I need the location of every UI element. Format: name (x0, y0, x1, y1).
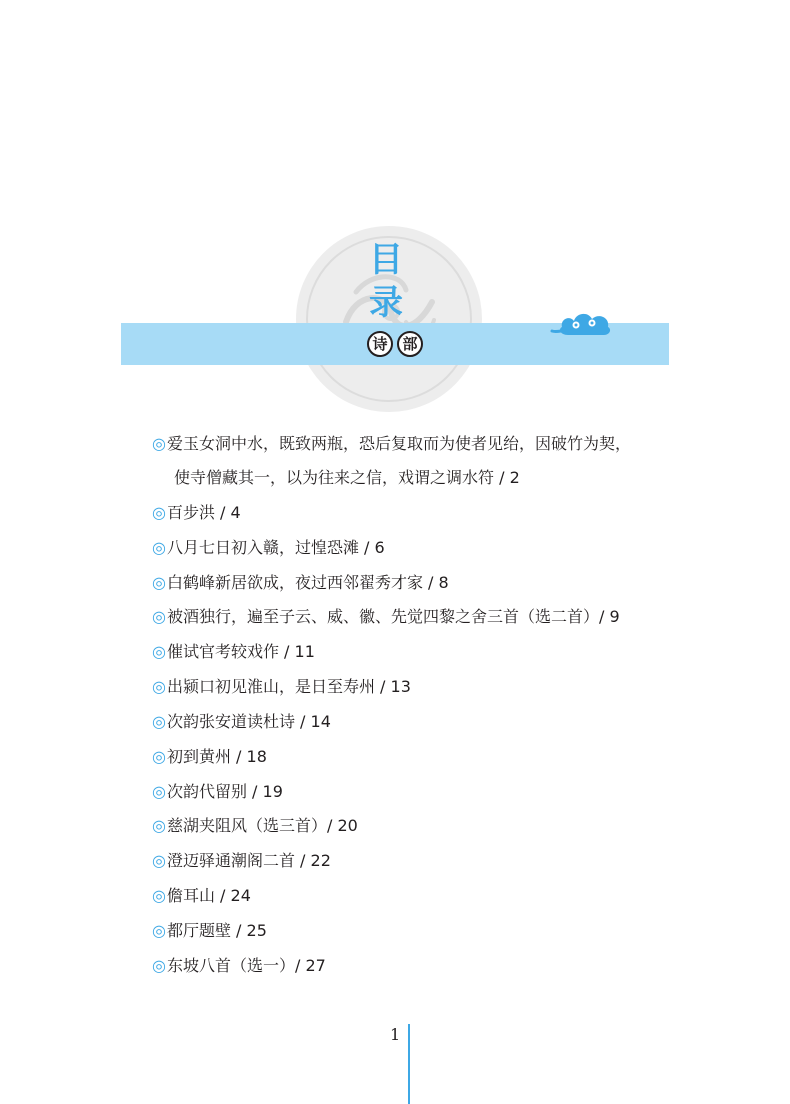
toc-entry-text: 东坡八首（选一）/ 27 (166, 956, 326, 975)
bullet-circle-icon: ◎ (152, 434, 166, 453)
bullet-circle-icon: ◎ (152, 642, 166, 661)
toc-entry-text: 被酒独行，遍至子云、威、徽、先觉四黎之舍三首（选二首）/ 9 (166, 607, 620, 626)
toc-entry[interactable] (152, 676, 411, 698)
page-title-char-2: 录 (369, 283, 403, 323)
toc-entry[interactable] (152, 746, 267, 768)
toc-entry-text: 次韵代留别 / 19 (166, 782, 283, 801)
toc-entry[interactable] (152, 572, 449, 594)
bullet-circle-icon: ◎ (152, 747, 166, 766)
toc-entry-text: 都厅题壁 / 25 (166, 921, 267, 940)
toc-entry[interactable] (152, 885, 251, 907)
toc-entry[interactable] (152, 502, 241, 524)
bullet-circle-icon: ◎ (152, 782, 166, 801)
toc-entry-text: 次韵张安道读杜诗 / 14 (166, 712, 331, 731)
toc-entry-text: 催试官考较戏作 / 11 (166, 642, 315, 661)
bullet-circle-icon: ◎ (152, 607, 166, 626)
toc-entry-text: 白鹤峰新居欲成，夜过西邻翟秀才家 / 8 (166, 573, 449, 592)
toc-entry-text: 使寺僧藏其一，以为往来之信，戏谓之调水符 / 2 (174, 468, 520, 487)
bullet-circle-icon: ◎ (152, 851, 166, 870)
toc-entry-text: 百步洪 / 4 (166, 503, 241, 522)
toc-entry-text: 八月七日初入赣，过惶恐滩 / 6 (166, 538, 385, 557)
section-label-char-2: 部 (397, 331, 423, 357)
toc-entry[interactable] (152, 433, 631, 455)
bullet-circle-icon: ◎ (152, 816, 166, 835)
toc-entry[interactable] (152, 537, 385, 559)
toc-entry[interactable] (152, 955, 326, 977)
toc-entry[interactable] (152, 781, 283, 803)
toc-entry-text: 慈湖夹阻风（选三首）/ 20 (166, 816, 358, 835)
bullet-circle-icon: ◎ (152, 573, 166, 592)
bullet-circle-icon: ◎ (152, 503, 166, 522)
toc-entry[interactable] (152, 850, 331, 872)
toc-entry-text: 澄迈驿通潮阁二首 / 22 (166, 851, 331, 870)
section-label-char-1: 诗 (367, 331, 393, 357)
toc-entry[interactable] (152, 711, 331, 733)
page-number: 1 (390, 1025, 401, 1044)
auspicious-cloud-icon (548, 307, 616, 339)
bullet-circle-icon: ◎ (152, 886, 166, 905)
page-title-char-1: 目 (369, 240, 403, 280)
toc-entry[interactable] (152, 606, 620, 628)
bullet-circle-icon: ◎ (152, 956, 166, 975)
bullet-circle-icon: ◎ (152, 677, 166, 696)
bullet-circle-icon: ◎ (152, 921, 166, 940)
bullet-circle-icon: ◎ (152, 538, 166, 557)
toc-entry-text: 初到黄州 / 18 (166, 747, 267, 766)
page-divider-rule (408, 1024, 410, 1104)
toc-entry[interactable] (152, 641, 315, 663)
toc-entry-text: 儋耳山 / 24 (166, 886, 251, 905)
toc-entry-text: 出颍口初见淮山，是日至寿州 / 13 (166, 677, 411, 696)
toc-entry-text: 爱玉女洞中水，既致两瓶，恐后复取而为使者见绐，因破竹为契， (166, 434, 631, 453)
toc-entry-continuation[interactable] (174, 467, 520, 489)
toc-entry[interactable] (152, 920, 267, 942)
bullet-circle-icon: ◎ (152, 712, 166, 731)
toc-entry[interactable] (152, 815, 358, 837)
